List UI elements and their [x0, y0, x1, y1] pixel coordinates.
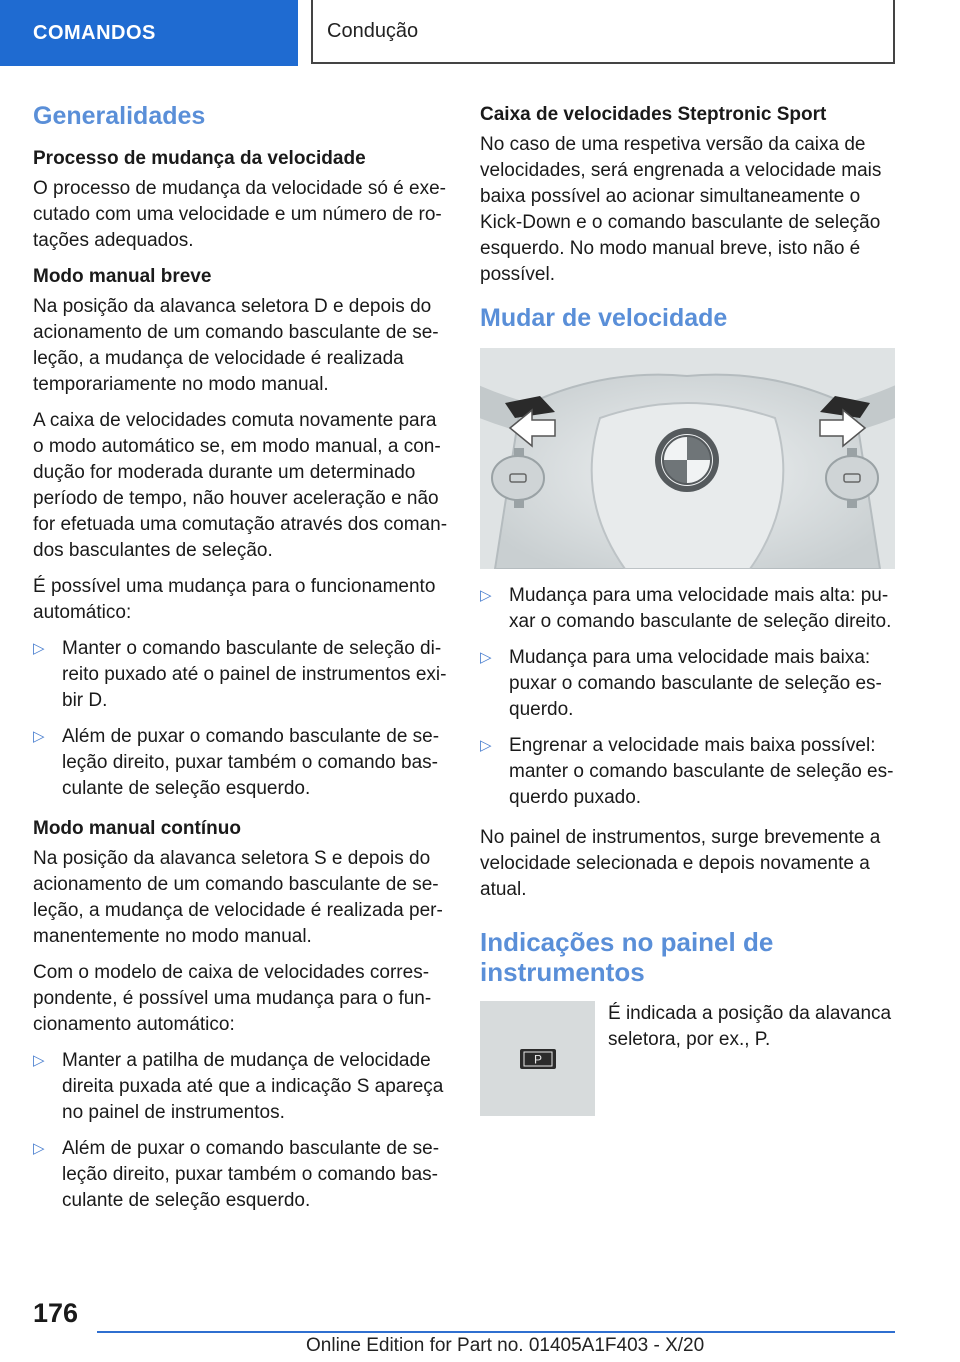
triangle-bullet-icon: ▷: [33, 640, 45, 657]
paragraph: A caixa de velocidades comuta novamente para o modo automático se, em modo manual, a condução for moderada durante um determinado período de tempo, não houver aceleração e não for efetuada uma comutação através dos comandos basculantes de seleção.: [33, 410, 448, 561]
paragraph: O processo de mudança da velocidade só é executado com uma velocidade e um número de rotações adequados.: [33, 178, 446, 251]
section-title-generalidades: Generalidades: [33, 102, 206, 130]
list-item: [480, 583, 895, 635]
paragraph: Na posição da alavanca seletora D e depois do acionamento de um comando basculante de seleção, a mudança de velocidade é realizada temporariamente no modo manual.: [33, 296, 439, 395]
list-item-text: Engrenar a velocidade mais baixa possível: manter o comando basculante de seleção esquerdo puxado.: [509, 735, 894, 808]
triangle-bullet-icon: ▷: [33, 1140, 45, 1157]
subheading-modo-manual-continuo: Modo manual contínuo: [33, 818, 241, 839]
section-title-indicacoes: Indicações no painel de instrumentos: [480, 927, 774, 987]
triangle-bullet-icon: ▷: [480, 649, 492, 666]
list-item-text: Além de puxar o comando basculante de seleção direito, puxar também o comando basculante de seleção esquerdo.: [62, 1138, 440, 1211]
list-item-text: Mudança para uma velocidade mais baixa: puxar o comando basculante de seleção esquerdo.: [509, 647, 882, 720]
steering-wheel-icon: [480, 348, 895, 569]
list-item-text: Manter o comando basculante de seleção direito puxado até o painel de instrumentos exibir D.: [62, 638, 447, 711]
section-header: [311, 0, 895, 64]
selector-position-row: [480, 1001, 895, 1116]
list-item: [480, 645, 895, 723]
subheading-modo-manual-breve: Modo manual breve: [33, 266, 212, 287]
paragraph: Com o modelo de caixa de velocidades correspondente, é possível uma mudança para o funcionamento automático:: [33, 962, 432, 1035]
footer-edition: Online Edition for Part no. 01405A1F403 - X/20: [306, 1335, 705, 1356]
paragraph: Na posição da alavanca seletora S e depois do acionamento de um comando basculante de seleção, a mudança de velocidade é realizada permanentemente no modo manual.: [33, 848, 443, 947]
paragraph: No painel de instrumentos, surge brevemente a velocidade selecionada e depois novamente a atual.: [480, 827, 881, 900]
list-item-text: Além de puxar o comando basculante de seleção direito, puxar também o comando basculante de seleção esquerdo.: [62, 726, 440, 799]
section-header-label: Condução: [327, 19, 419, 42]
page-number: 176: [33, 1298, 79, 1328]
chapter-tab-label: COMANDOS: [33, 21, 156, 44]
section-title-mudar-velocidade: Mudar de velocidade: [480, 304, 728, 332]
chapter-tab: [0, 0, 298, 66]
list-item: [33, 1136, 447, 1214]
steering-wheel-illustration: [480, 348, 895, 569]
triangle-bullet-icon: ▷: [33, 728, 45, 745]
paragraph: No caso de uma respetiva versão da caixa de velocidades, será engrenada a velocidade mais baixa possível ao acionar simultaneamente o Kick-Down e o comando basculante de seleção esquerdo. No modo manual breve, isto não é possível.: [480, 134, 882, 285]
right-column: [480, 102, 895, 1116]
gear-position-icon: [480, 1001, 595, 1116]
list-item: [33, 636, 447, 714]
bullet-list: [480, 583, 895, 811]
list-item-text: Manter a patilha de mudança de velocidade direita puxada até que a indicação S apareça no painel de instrumentos.: [62, 1050, 444, 1123]
list-item: [480, 733, 895, 811]
triangle-bullet-icon: ▷: [480, 587, 492, 604]
selector-display-illustration: [480, 1001, 595, 1116]
triangle-bullet-icon: ▷: [480, 737, 492, 754]
gear-position-label: P: [533, 1052, 543, 1067]
triangle-bullet-icon: ▷: [33, 1052, 45, 1069]
bullet-list: [33, 636, 447, 802]
left-column: [33, 100, 447, 1228]
subheading-steptronic-sport: Caixa de velocidades Steptronic Sport: [480, 104, 827, 125]
list-item: [33, 724, 447, 802]
paragraph: É possível uma mudança para o funcionamento automático:: [33, 576, 436, 623]
list-item-text: Mudança para uma velocidade mais alta: puxar o comando basculante de seleção direito.: [509, 585, 892, 632]
bullet-list: [33, 1048, 447, 1214]
subheading-processo: Processo de mudança da velocidade: [33, 148, 366, 169]
list-item: [33, 1048, 447, 1126]
footer-divider: [97, 1331, 895, 1333]
paragraph: É indicada a posição da alavanca seletora, por ex., P.: [608, 1003, 892, 1050]
